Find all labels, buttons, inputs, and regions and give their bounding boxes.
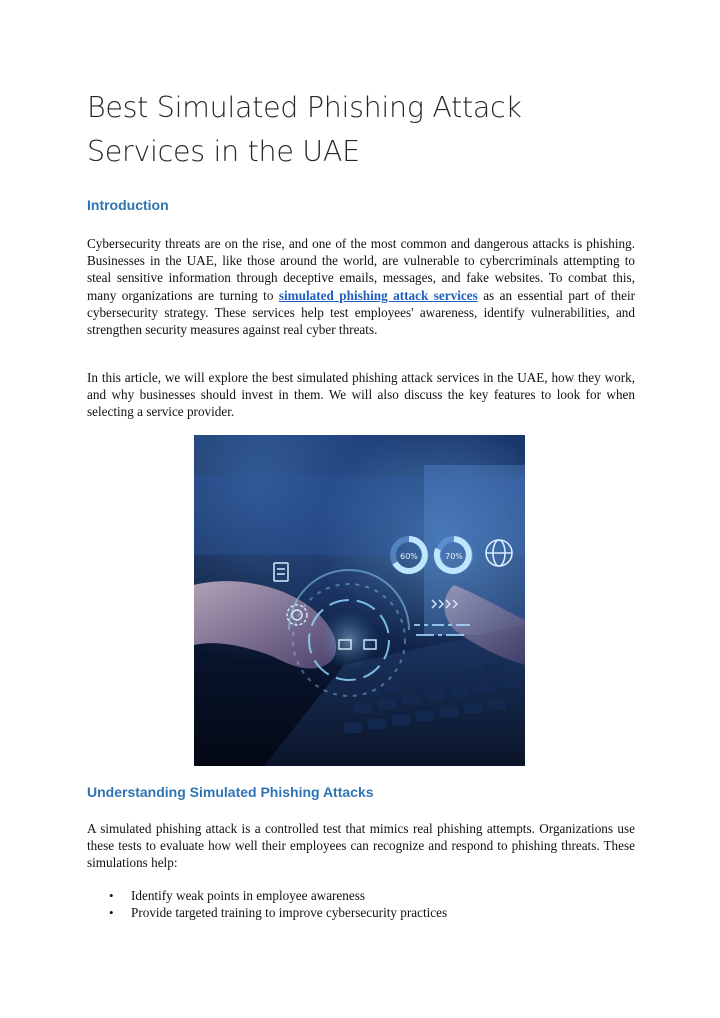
document-icon — [274, 563, 288, 581]
page-title: Best Simulated Phishing Attack Services in the UAE — [87, 91, 522, 168]
intro-text-after-link: as an essential part of their cybersecurity strategy. These services help test employees' awareness, identify vulnerabilities, and strengthen security measures against real cyber threats. — [87, 287, 636, 338]
intro-paragraph-1 — [87, 235, 635, 338]
hero-image — [194, 435, 525, 766]
simulated-phishing-link[interactable]: simulated phishing attack services — [278, 287, 478, 303]
gauge-left-label: 60% — [400, 552, 418, 561]
gauge-right-label: 70% — [445, 552, 463, 561]
section-heading-introduction: Introduction — [87, 197, 169, 213]
understanding-paragraph: A simulated phishing attack is a controlled test that mimics real phishing attempts. Organizations use these tests to evaluate how well their employees can recognize and respond to phishing threats. These simulations help: — [87, 821, 635, 871]
hero-illustration — [194, 435, 525, 766]
list-item: • Identify weak points in employee awareness — [87, 887, 635, 904]
list-item: • Provide targeted training to improve cybersecurity practices — [87, 904, 635, 921]
section-heading-understanding: Understanding Simulated Phishing Attacks — [87, 784, 374, 800]
intro-text-before-link: Cybersecurity threats are on the rise, and one of the most common and dangerous attacks is phishing. Businesses in the UAE, like those around the world, are vulnerable to cybercriminals attempting to steal sensitive information through deceptive emails, messages, and fake websites. To combat this, many organizations are turning to — [87, 236, 635, 303]
bullet-list — [87, 887, 635, 921]
intro-paragraph-2: In this article, we will explore the best simulated phishing attack services in the UAE, how they work, and why businesses should invest in them. We will also discuss the key features to look for when selecting a service provider. — [87, 370, 635, 420]
